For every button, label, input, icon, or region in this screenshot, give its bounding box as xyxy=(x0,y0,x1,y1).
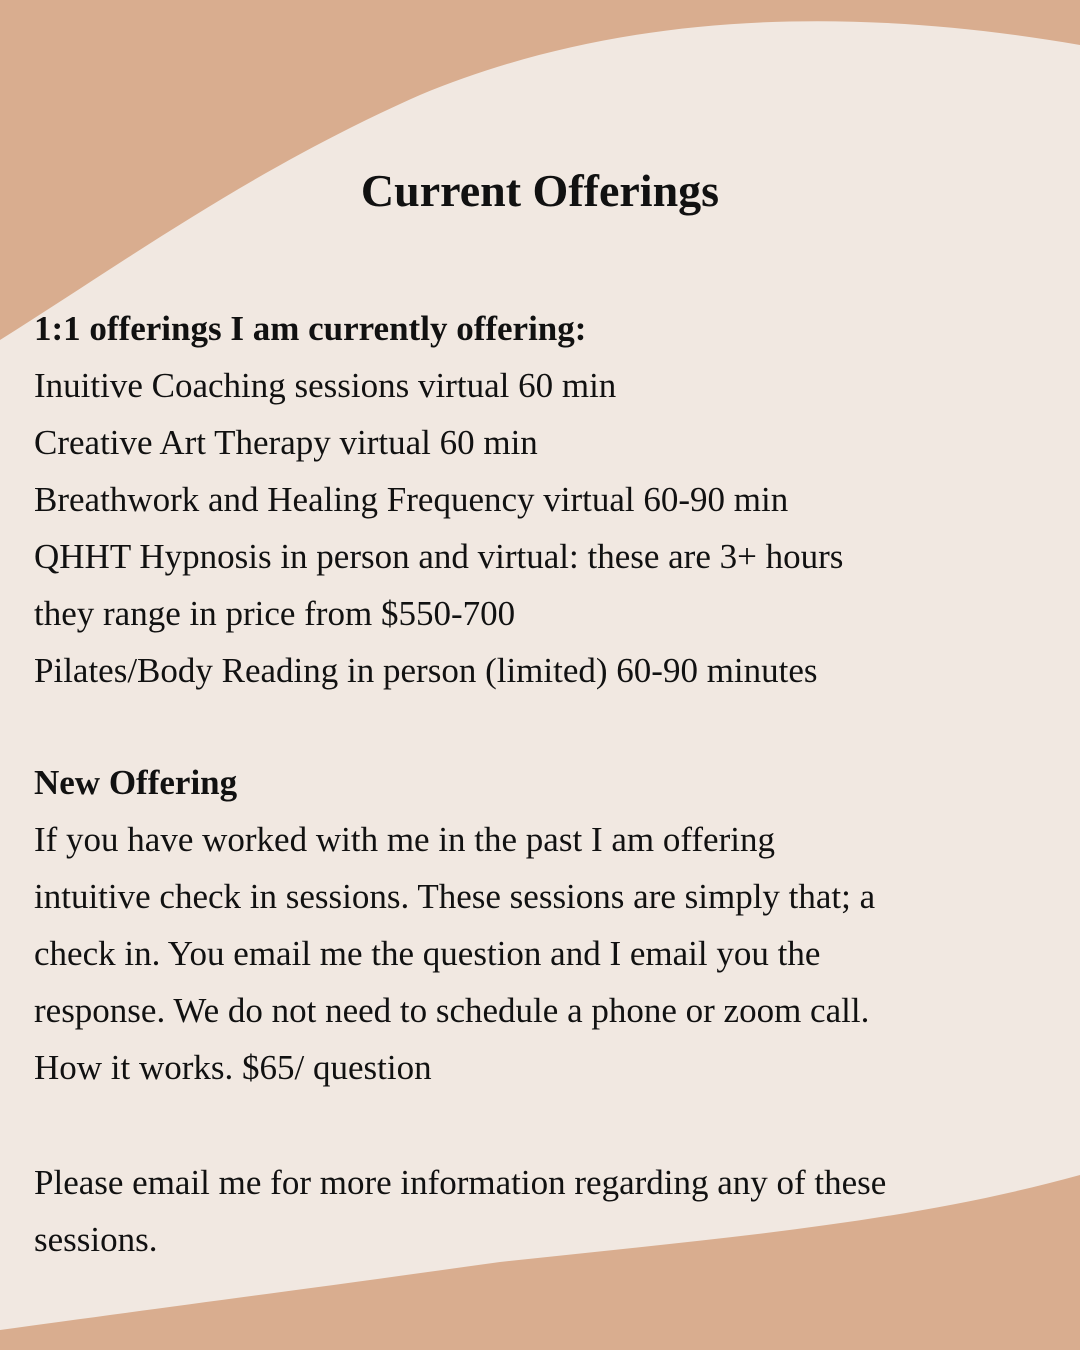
offering-item: QHHT Hypnosis in person and virtual: these are 3+ hours xyxy=(34,537,844,576)
new-offering-line: response. We do not need to schedule a phone or zoom call. xyxy=(34,991,870,1030)
closing-line: Please email me for more information regarding any of these xyxy=(34,1163,887,1202)
offerings-heading: 1:1 offerings I am currently offering: xyxy=(34,309,587,348)
offering-item: Pilates/Body Reading in person (limited) 60-90 minutes xyxy=(34,651,818,690)
new-offering-line: intuitive check in sessions. These sessions are simply that; a xyxy=(34,877,876,916)
new-offering-section xyxy=(34,754,1044,1096)
offering-item: Inuitive Coaching sessions virtual 60 min xyxy=(34,366,617,405)
offering-item: they range in price from $550-700 xyxy=(34,594,516,633)
new-offering-line: How it works. $65/ question xyxy=(34,1048,432,1087)
offering-item: Creative Art Therapy virtual 60 min xyxy=(34,423,538,462)
new-offering-line: check in. You email me the question and I email you the xyxy=(34,934,821,973)
new-offering-line: If you have worked with me in the past I am offering xyxy=(34,820,775,859)
new-offering-heading: New Offering xyxy=(34,763,238,802)
closing-line: sessions. xyxy=(34,1220,158,1259)
one-on-one-offerings-section xyxy=(34,300,1044,699)
offering-item: Breathwork and Healing Frequency virtual 60-90 min xyxy=(34,480,789,519)
closing-section xyxy=(34,1154,1044,1268)
page-title: Current Offerings xyxy=(360,165,720,216)
